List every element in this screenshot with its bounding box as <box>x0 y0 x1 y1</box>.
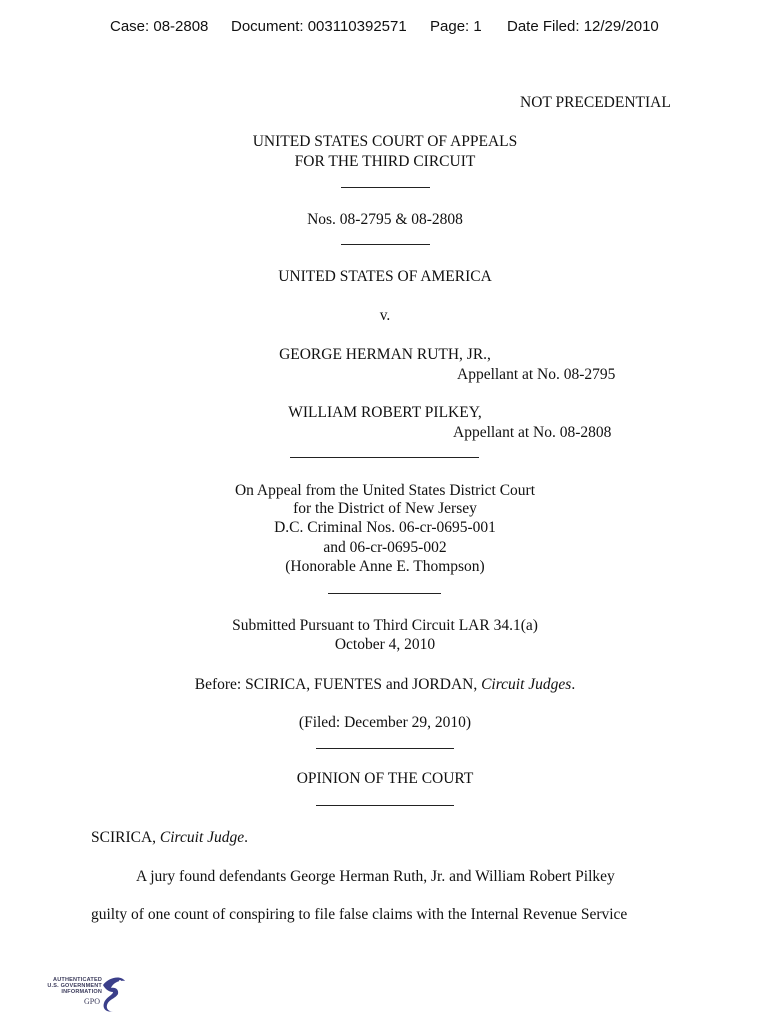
appeal-line1: On Appeal from the United States District Court <box>234 482 536 499</box>
case-numbers: Nos. 08-2795 & 08-2808 <box>307 211 463 228</box>
divider <box>341 187 430 188</box>
versus: v. <box>379 307 391 324</box>
divider <box>328 593 441 594</box>
opinion-heading: OPINION OF THE COURT <box>296 770 474 787</box>
author-period: . <box>244 829 249 846</box>
panel-judges-period: . <box>571 676 576 693</box>
appeal-line2: for the District of New Jersey <box>293 500 477 517</box>
gpo-logo-line2: U.S. GOVERNMENT <box>47 983 102 989</box>
filed-date: (Filed: December 29, 2010) <box>298 714 472 731</box>
defendant1-name: GEORGE HERMAN RUTH, JR., <box>279 346 491 363</box>
submission-date: October 4, 2010 <box>334 636 436 653</box>
author-title: Circuit Judge <box>159 829 245 846</box>
panel-judges-title: Circuit Judges <box>481 676 572 693</box>
divider <box>316 748 454 749</box>
defendant2-role: Appellant at No. 08-2808 <box>453 424 612 441</box>
gpo-authentication-logo <box>44 975 128 1015</box>
submission-line1: Submitted Pursuant to Third Circuit LAR 34.1(a) <box>232 617 538 634</box>
body-line1: A jury found defendants George Herman Ruth, Jr. and William Robert Pilkey <box>136 868 615 885</box>
eagle-icon <box>99 975 127 1013</box>
plaintiff: UNITED STATES OF AMERICA <box>278 268 492 285</box>
header-document: Document: 003110392571 <box>231 18 407 35</box>
appeal-line3: D.C. Criminal Nos. 06-cr-0695-001 <box>274 519 496 536</box>
gpo-logo-line3: INFORMATION <box>61 989 102 995</box>
panel-judges <box>0 676 770 694</box>
defendant2-name: WILLIAM ROBERT PILKEY, <box>288 404 482 421</box>
opinion-author <box>91 829 248 847</box>
body-line2: guilty of one count of conspiring to file false claims with the Internal Revenue Service <box>91 906 628 923</box>
court-name-line1: UNITED STATES COURT OF APPEALS <box>252 133 518 150</box>
header-case: Case: 08-2808 <box>110 18 209 35</box>
divider <box>316 805 454 806</box>
precedential-status: NOT PRECEDENTIAL <box>520 94 671 111</box>
divider <box>290 457 479 458</box>
header-page: Page: 1 <box>430 18 482 35</box>
panel-judges-names: Before: SCIRICA, FUENTES and JORDAN, <box>194 676 482 693</box>
court-name-line2: FOR THE THIRD CIRCUIT <box>294 153 476 170</box>
divider <box>341 244 430 245</box>
header-date-filed: Date Filed: 12/29/2010 <box>507 18 659 35</box>
gpo-logo-line1: AUTHENTICATED <box>53 977 102 983</box>
appeal-line4: and 06-cr-0695-002 <box>323 539 447 556</box>
appeal-line5: (Honorable Anne E. Thompson) <box>285 558 485 575</box>
gpo-logo-mark: GPO <box>84 997 101 1006</box>
defendant1-role: Appellant at No. 08-2795 <box>457 366 616 383</box>
author-name: SCIRICA, <box>91 829 160 846</box>
